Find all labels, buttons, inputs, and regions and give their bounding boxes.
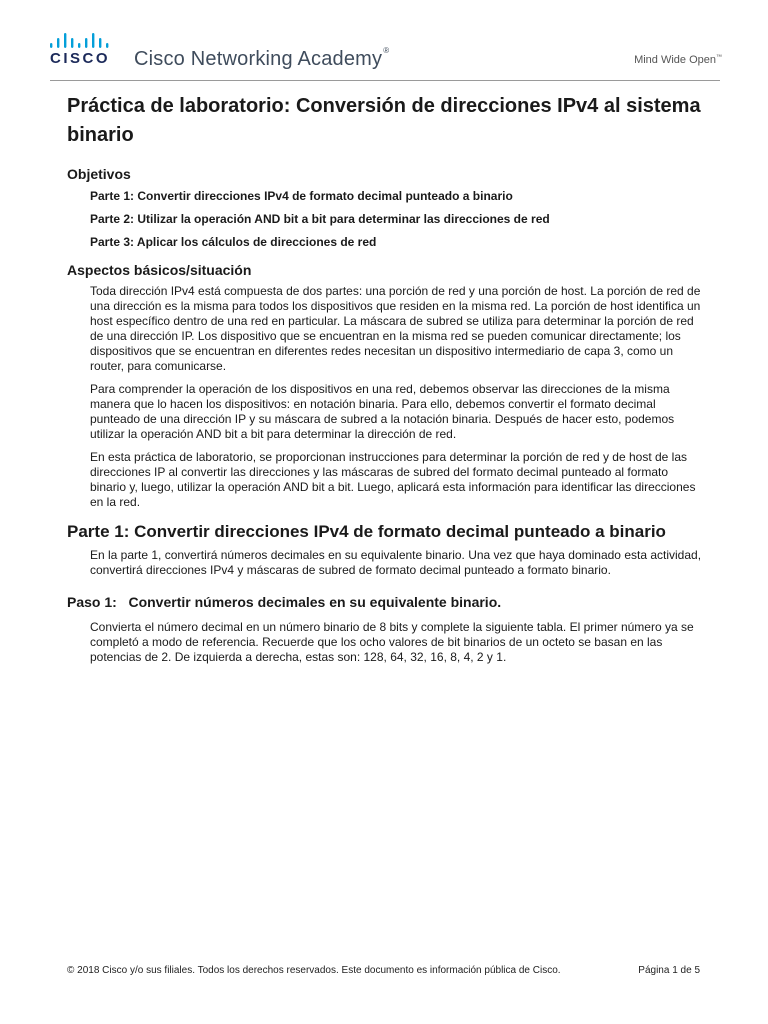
- cisco-bar: [57, 38, 59, 48]
- objetivos-list: [67, 188, 707, 251]
- aspectos-paragraph: Para comprender la operación de los dispositivos en una red, debemos observar las direcciones de la misma manera que lo hacen los dispositivos: en notación binaria. Para ello, debemos convertir el formato decimal punteado de una dirección IP y su máscara de subred a la notación binaria. Después de hacer esto, podemos utilizar la operación AND bit a bit para determinar la dirección de red.: [90, 382, 675, 441]
- registered-mark: ®: [383, 46, 390, 55]
- cisco-bar: [71, 38, 73, 48]
- header-divider: [50, 80, 720, 81]
- objetivos-heading: Objetivos: [67, 166, 131, 182]
- tagline: [634, 54, 722, 66]
- tagline-text: Mind Wide Open: [634, 54, 716, 66]
- cisco-bars-icon: [48, 30, 114, 50]
- cisco-bar: [85, 38, 87, 48]
- trademark-mark: ™: [716, 54, 722, 61]
- document-body: [67, 92, 707, 665]
- paso1-paragraph: Convierta el número decimal en un número binario de 8 bits y complete la siguiente tabla. El primer número ya se completó a modo de referencia. Recuerde que los ocho valores de bit binarios de un octeto se basan en las potencias de 2. De izquierda a derecha, estas son: 128, 64, 32, 16, 8, 4, 2 y 1.: [90, 620, 694, 664]
- footer-copyright: © 2018 Cisco y/o sus filiales. Todos los derechos reservados. Este documento es información pública de Cisco.: [67, 965, 561, 976]
- page-header: [40, 30, 730, 76]
- cisco-bar: [92, 33, 94, 48]
- cisco-logo: [48, 30, 118, 72]
- brand-name-text: Cisco Networking Academy: [134, 48, 383, 70]
- aspectos-paragraph: Toda dirección IPv4 está compuesta de dos partes: una porción de red y una porción de host. La porción de red de una dirección es la misma para todos los dispositivos que residen en la misma red. La porción de host identifica un host específico dentro de una red en particular. La máscara de subred se utiliza para determinar la porción de red de una dirección IP. Los dispositivo que se encuentran en la misma red se pueden comunicar directamente; los dispositivos que se encuentran en diferentes redes necesitan un dispositivo intermediario de capa 3, como un router, para comunicarse.: [90, 284, 701, 373]
- cisco-bar: [106, 43, 108, 48]
- parte1-paragraph: En la parte 1, convertirá números decimales en su equivalente binario. Una vez que haya dominado esta actividad, convertirá direcciones IPv4 y máscaras de subred de formato decimal punteado a formato binario.: [90, 548, 702, 577]
- document-title: Práctica de laboratorio: Conversión de direcciones IPv4 al sistema binario: [67, 95, 701, 146]
- objetivo-item: Parte 1: Convertir direcciones IPv4 de formato decimal punteado a binario: [90, 189, 513, 203]
- aspectos-paragraph: En esta práctica de laboratorio, se proporcionan instrucciones para determinar la porción de red y de host de las direcciones IP al convertir las direcciones y las máscaras de subred del formato decimal punteado al formato binario y, luego, utilizar la operación AND bit a bit. Luego, aplicará esta información para identificar las direcciones en la red.: [90, 450, 696, 509]
- objetivo-item: Parte 2: Utilizar la operación AND bit a bit para determinar las direcciones de red: [90, 212, 550, 226]
- cisco-wordmark: CISCO: [50, 50, 111, 67]
- brand-name: [134, 48, 388, 71]
- cisco-bar: [64, 33, 66, 48]
- parte1-heading: Parte 1: Convertir direcciones IPv4 de formato decimal punteado a binario: [67, 522, 666, 541]
- cisco-bar: [50, 43, 52, 48]
- cisco-bar: [78, 43, 80, 48]
- cisco-bar: [99, 38, 101, 48]
- paso1-heading: Paso 1: Convertir números decimales en su equivalente binario.: [67, 594, 502, 610]
- objetivo-item: Parte 3: Aplicar los cálculos de direcciones de red: [90, 235, 377, 249]
- footer-page-number: Página 1 de 5: [638, 965, 700, 976]
- aspectos-heading: Aspectos básicos/situación: [67, 262, 252, 278]
